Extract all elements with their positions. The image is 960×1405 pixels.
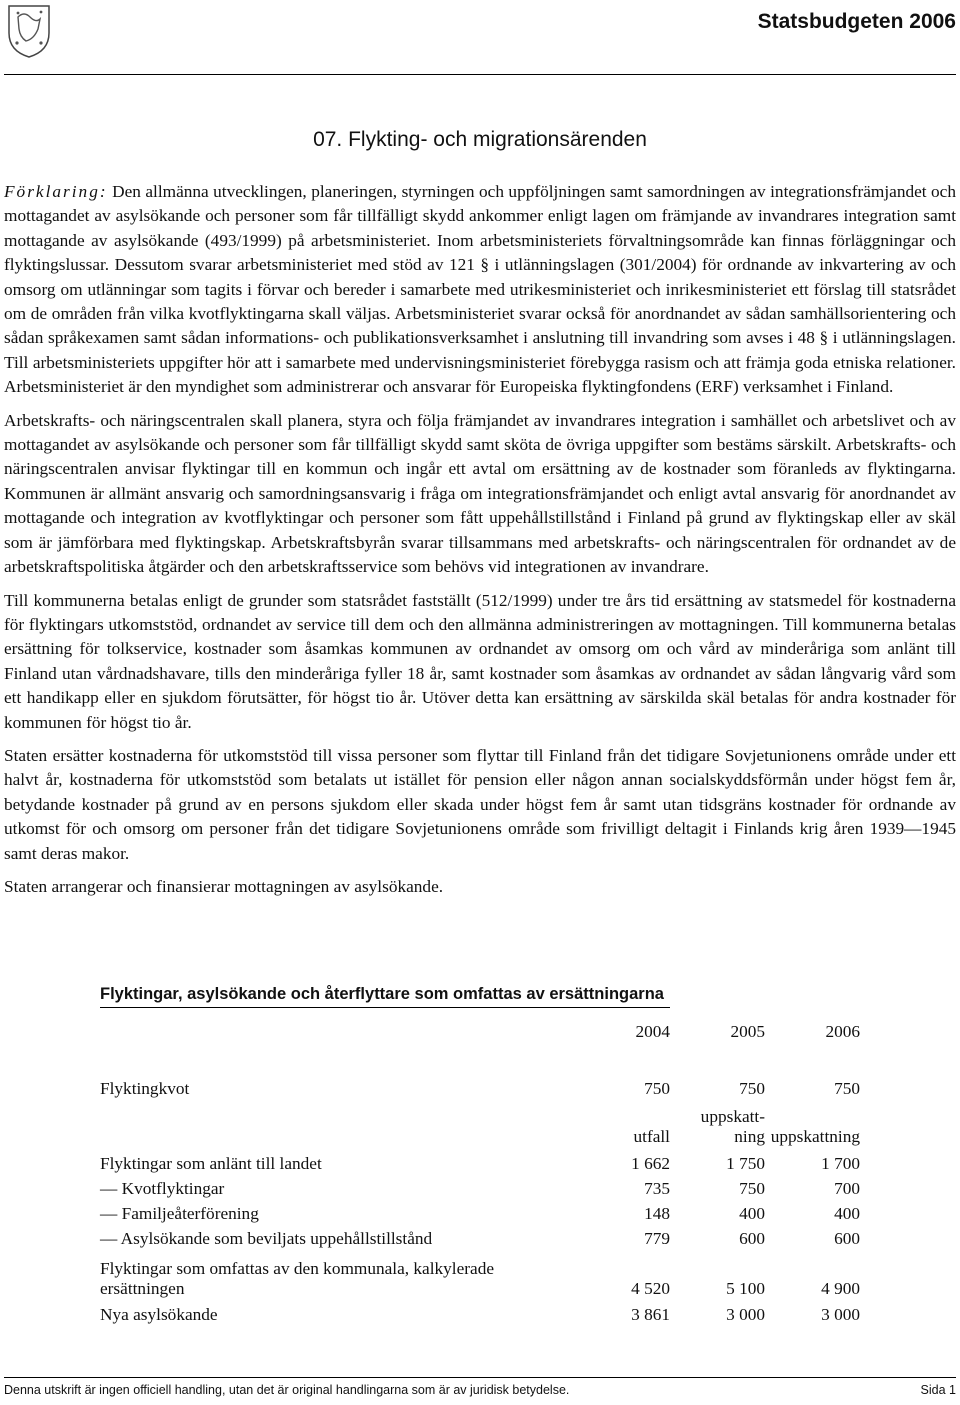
- row-label: — Kvotflyktingar: [100, 1179, 225, 1198]
- status-cell: uppskatt-ning: [700, 1107, 765, 1146]
- year-2005: 2005: [730, 1022, 765, 1041]
- cell: 1 700: [821, 1154, 860, 1173]
- document-title: Statsbudgeten 2006: [757, 10, 956, 33]
- row-label: — Familjeåterförening: [100, 1204, 259, 1223]
- table-row: [100, 1199, 860, 1224]
- header-rule: [4, 74, 956, 75]
- row-label: Flyktingar som omfattas av den kommunala, kalkylerade ersättningen: [100, 1259, 495, 1298]
- cell: 1 750: [726, 1154, 765, 1173]
- cell: 3 861: [631, 1305, 670, 1324]
- cell: 3 000: [726, 1305, 765, 1324]
- table-row: [100, 1249, 860, 1299]
- cell: 148: [644, 1204, 670, 1223]
- page-header: [0, 0, 960, 78]
- table-grid: [100, 1008, 860, 1325]
- paragraph-3: Till kommunerna betalas enligt de grunder som statsrådet fastställt (512/1999) under tre års tid ersättning av statsmedel för kostnaderna för flyktingars utkomststöd, ordnandet av service till dem och den allmänna administreringen av mottagningen. Till kommunerna betalas ersättning för tolkservice, kostnader som åsamkas kommunen av ordnandet av omsorg om och vård av minderåriga som anlänt till Finland utan vårdnadshavare, tills den minderåriga fyller 18 år, samt kostnader som åsamkas av ordnandet av sådan långvarig vård som ett handikapp eller en sjukdom förutsätter, för högst tio år. Utöver detta kan ersättning av särskilda skäl betalas för andra kostnader för kommunen för högst tio år.: [4, 590, 956, 732]
- cell: 750: [739, 1179, 765, 1198]
- table-row: [100, 1042, 860, 1099]
- cell: 750: [644, 1079, 670, 1098]
- cell: 600: [834, 1229, 860, 1248]
- cell: 400: [739, 1204, 765, 1223]
- cell: 779: [644, 1229, 670, 1248]
- status-cell: uppskattning: [770, 1127, 860, 1146]
- table-row: [100, 1147, 860, 1174]
- explanation-label: Förklaring:: [4, 182, 108, 201]
- row-label: — Asylsökande som beviljats uppehållstillstånd: [100, 1229, 433, 1248]
- paragraph-1-text: Den allmänna utvecklingen, planeringen, styrningen och uppföljningen samt samordningen av integrationsfrämjandet och mottagandet av asylsökande och personer som får tillfälligt skydd ankommer enligt lagen om främjande av invandrares integration samt mottagande av asylsökande (493/1999) på arbetsministeriet. Inom arbetsministeriets förvaltningsområde kan finnas förläggningar och flyktingslussar. Dessutom svarar arbetsministeriet med stöd av 121 § i utlänningslagen (301/2004) för ordnande av inkvartering av och omsorg om utlänningar som tagits i förvar och bereder i samarbete med utrikesministeriet och inrikesministeriet ett förslag till statsrådet om de områden från vilka kvotflyktingarna skall väljas. Arbetsministeriet svarar också för anordnandet av sådan samhällsorientering och sådan språkexamen samt sådan informations- och publikationsverksamhet i anslutning till invandring som avses i 48 § i utlänningslagen. Till arbetsministeriets uppgifter hör att i samarbete med undervisningsministeriet förebygga rasism och att främja goda etniska relationer. Arbetsministeriet är den myndighet som administrerar och ansvarar för Europeiska flyktingfondens (ERF) verksamhet i Finland.: [4, 182, 956, 397]
- cell: 1 662: [631, 1154, 670, 1173]
- footer-rule: [4, 1377, 956, 1378]
- table-row: [100, 1174, 860, 1199]
- page-number: Sida 1: [920, 1383, 956, 1397]
- refugee-table: [100, 985, 860, 1325]
- row-label: Nya asylsökande: [100, 1305, 218, 1324]
- cell: 400: [834, 1204, 860, 1223]
- paragraph-1: [4, 180, 956, 400]
- table-title: Flyktingar, asylsökande och återflyttare som omfattas av ersättningarna: [100, 985, 670, 1008]
- table-row: [100, 1224, 860, 1249]
- paragraph-5: Staten arrangerar och finansierar mottagningen av asylsökande.: [4, 876, 444, 896]
- row-label: Flyktingkvot: [100, 1079, 190, 1098]
- cell: 5 100: [726, 1279, 765, 1298]
- year-2006: 2006: [825, 1022, 860, 1041]
- year-header-row: [100, 1008, 860, 1042]
- footer-notice: Denna utskrift är ingen officiell handling, utan det är original handlingarna som är av juridisk betydelse.: [4, 1383, 570, 1397]
- paragraph-2: Arbetskrafts- och näringscentralen skall planera, styra och följa främjandet av invandrares integration i samhället och arbetslivet och av mottagandet av asylsökande och personer som får tillfälligt skydd samt sköta de övriga uppgifter som bestäms särskilt. Arbetskrafts- och näringscentralen anvisar flyktingar till en kommun och ingår ett avtal om ersättning av de kostnader som föranleds av flyktingarna. Kommunen är allmänt ansvarig och samordningsansvarig i fråga om integrationsfrämjandet och enligt avtal ansvarig för anordnandet av mottagande och integration av kvotflyktingar och personer som fått uppehållstillstånd i Finland på grund av flyktingskap eller av skäl som är jämförbara med flyktingskap. Arbetskraftsbyrån svarar tillsammans med arbetskrafts- och näringscentralen för ordnandet av de arbetskraftspolitiska åtgärder och den arbetskraftsservice som behövs vid integrationen av invandrare.: [4, 410, 956, 577]
- coat-of-arms-icon: [6, 3, 52, 59]
- paragraph-4: Staten ersätter kostnaderna för utkomststöd till vissa personer som flyttar till Finland från det tidigare Sovjetunionens område under ett halvt år, kostnaderna för utkomststöd som betalats ut istället för pension eller någon annan socialskyddsförmån under högst fem år, betydande kostnader på grund av en persons sjukdom eller skada under högst fem år samt utan tidsgräns kostnader för ordnande av utkomst för och omsorg om personer från det tidigare Sovjetunionens område som frivilligt deltagit i Finlands krig åren 1939—1945 samt deras makor.: [4, 745, 956, 863]
- explanation-body: [4, 180, 956, 908]
- status-row: [100, 1099, 860, 1147]
- row-label: Flyktingar som anlänt till landet: [100, 1154, 322, 1173]
- cell: 4 520: [631, 1279, 670, 1298]
- year-2004: 2004: [635, 1022, 670, 1041]
- cell: 600: [739, 1229, 765, 1248]
- status-cell: utfall: [633, 1127, 670, 1146]
- cell: 735: [644, 1179, 670, 1198]
- cell: 4 900: [821, 1279, 860, 1298]
- section-title: 07. Flykting- och migrationsärenden: [313, 128, 647, 151]
- cell: 750: [834, 1079, 860, 1098]
- table-row: [100, 1299, 860, 1325]
- cell: 700: [834, 1179, 860, 1198]
- cell: 3 000: [821, 1305, 860, 1324]
- cell: 750: [739, 1079, 765, 1098]
